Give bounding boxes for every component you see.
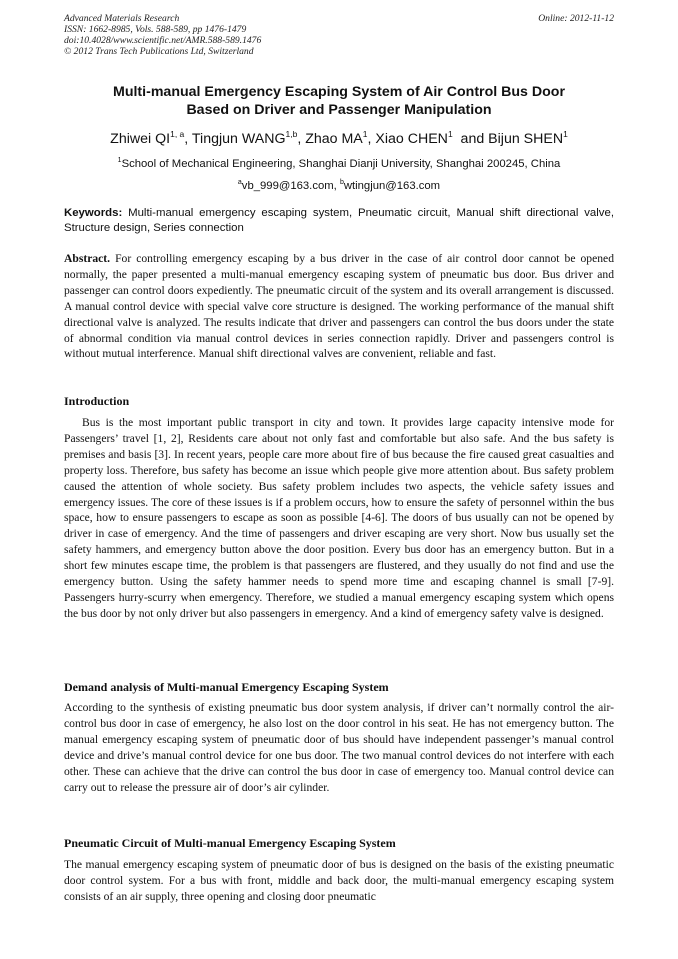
- author-separator: and: [452, 131, 489, 147]
- affiliation-superscript: 1: [117, 157, 122, 164]
- keywords-label: Keywords:: [64, 207, 123, 219]
- introduction-paragraph: Bus is the most important public transport in city and town. It provides large capacity intensive mode for Passengers’ travel [1, 2], Residents care about not only fast and comfortable but also safe. And the bus safety is premises and basis [3]. In recent years, people care more about fire of bus because the fire caused great casualties and property loss. Therefore, bus safety has become an issue which people give more attention about. Bus safety problem caused the attention of whole society. Bus safety problem includes two aspects, the vehicle safety issues and emergency issues. The core of these issues is if a problem occurs, how to ensure the safety of personnel within the bus space, how to ensure passengers to escape as soon as possible [4-6]. The doors of bus usually can not be opened by driver in case of emergency. And the time of passengers and driver escaping are very short. Now bus usually set the safety hammers, and emergency button above the door position. Every bus door has an emergency button. But in a short few minutes escape time, the problem is that passengers are flustered, and they usually do not find and use the emergency button. Using the safety hammer needs to spend more time and escaping channel is small [7-9]. Passengers hurry-scurry when emergency. Therefore, we studied a manual emergency escaping system which opens the bus door by not only driver but also passengers in emergency. And a kind of emergency safety valve is designed.: [64, 416, 614, 620]
- affiliation: [64, 157, 614, 171]
- copyright-line: © 2012 Trans Tech Publications Ltd, Switzerland: [64, 46, 254, 57]
- abstract-text: For controlling emergency escaping by a bus driver in the case of air control door cannot be opened normally, the paper presented a multi-manual emergency escaping system of pneumatic bus door. Bus driver and passenger can control doors expediently. The pneumatic circuit of the system and its overall arrangement is discussed. A manual control device with special valve core structure is designed. The working performance of the manual shift directional valve is analyzed. The results indicate that driver and passengers can control the bus doors under the state of abnormal condition via manual control devices in series connection rapidly. Driver and passengers control is without mutual interference. Manual shift directional valves are convenient, reliable and fast.: [64, 252, 614, 361]
- affiliation-text: School of Mechanical Engineering, Shanghai Dianji University, Shanghai 200245, China: [121, 158, 561, 170]
- author-separator: ,: [297, 131, 306, 147]
- email-b-superscript: b: [339, 179, 344, 186]
- author-superscript: 1: [447, 129, 453, 139]
- keywords-text: Multi-manual emergency escaping system, Pneumatic circuit, Manual shift directional valve, Structure design, Series connection: [64, 207, 614, 234]
- demand-analysis-paragraph: According to the synthesis of existing pneumatic bus door system analysis, if driver can’t normally control the air-control bus door in case of emergency, he also lost on the door control in his seat. He has not emergency button. The manual emergency escaping system of pneumatic door of bus should have independent passenger’s manual control device and drive’s manual control device for one bus door. The two manual control devices do not interfere with each other. These can achieve that the drive can control the bus door in case of emergency too. Manual control device can carry out to release the pressure air of door’s air cylinder.: [64, 701, 614, 794]
- email-a[interactable]: vb_999@163.com,: [241, 180, 340, 192]
- section-heading-demand-analysis: Demand analysis of Multi-manual Emergency Escaping System: [64, 680, 389, 694]
- section-heading-pneumatic-circuit: Pneumatic Circuit of Multi-manual Emergency Escaping System: [64, 836, 396, 850]
- author-emails: [64, 179, 614, 193]
- author-superscript: 1: [563, 129, 568, 139]
- author-name: Zhao MA: [305, 131, 363, 147]
- abstract-block: [64, 251, 614, 362]
- author-name: Zhiwei QI: [110, 131, 171, 147]
- author-superscript: 1: [362, 129, 368, 139]
- online-date: Online: 2012-11-12: [538, 13, 614, 24]
- author-separator: ,: [184, 131, 192, 147]
- author-name: Bijun SHEN: [488, 131, 564, 147]
- issn-line: ISSN: 1662-8985, Vols. 588-589, pp 1476-1479: [64, 24, 247, 35]
- keywords-block: [64, 206, 614, 236]
- author-superscript: 1, a: [170, 129, 185, 139]
- journal-name: Advanced Materials Research: [64, 13, 180, 24]
- journal-header: [64, 13, 261, 57]
- email-b[interactable]: wtingjun@163.com: [343, 180, 441, 192]
- author-superscript: 1,b: [285, 129, 298, 139]
- doi-line[interactable]: doi:10.4028/www.scientific.net/AMR.588-589.1476: [64, 35, 262, 46]
- email-a-superscript: a: [237, 179, 242, 186]
- author-name: Xiao CHEN: [375, 131, 448, 147]
- author-name: Tingjun WANG: [191, 131, 286, 147]
- paper-title: [64, 84, 614, 119]
- author-list: [64, 131, 614, 148]
- author-separator: ,: [367, 131, 376, 147]
- section-heading-introduction: Introduction: [64, 394, 130, 408]
- title-line-1: Multi-manual Emergency Escaping System of Air Control Bus Door: [113, 84, 565, 100]
- pneumatic-circuit-paragraph: The manual emergency escaping system of pneumatic door of bus is designed on the basis of the existing pneumatic door control system. For a bus with front, middle and back door, the multi-manual emergency escaping system consists of an air supply, three opening and closing door pneumatic: [64, 858, 614, 903]
- abstract-label: Abstract.: [64, 252, 111, 265]
- title-line-2: Based on Driver and Passenger Manipulation: [186, 101, 492, 118]
